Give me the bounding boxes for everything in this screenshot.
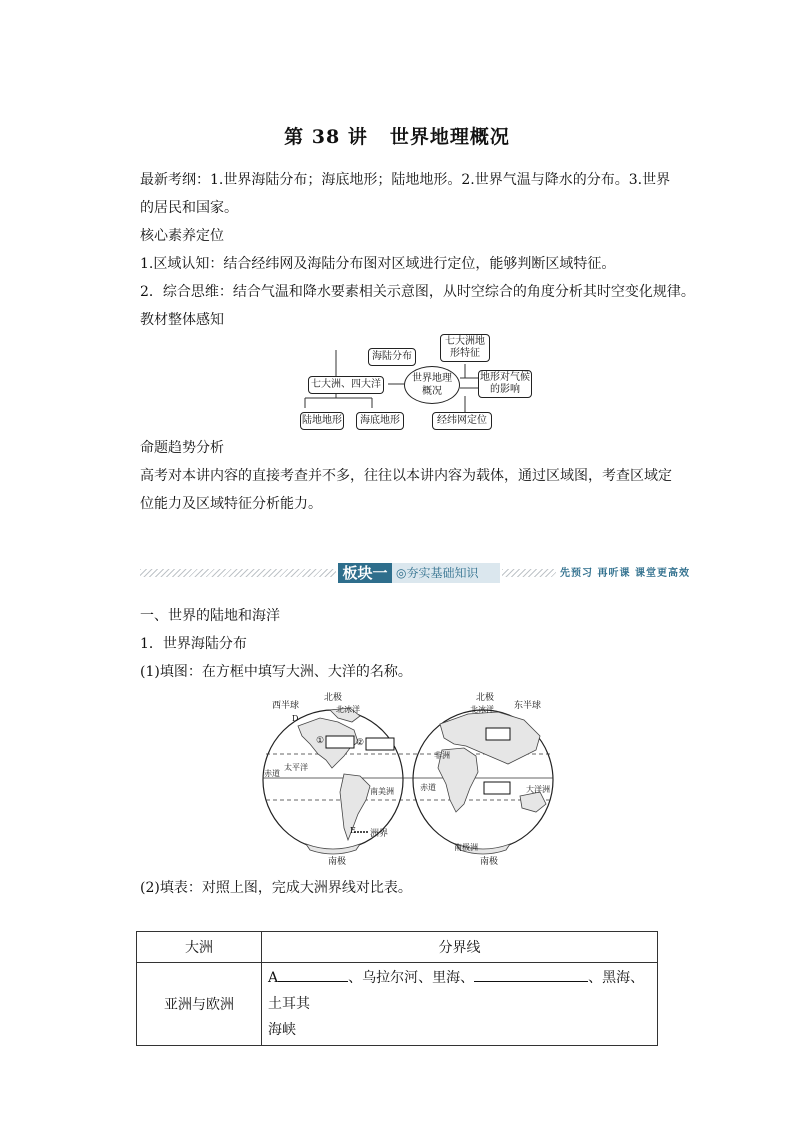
label-arctic-west: 北冰洋: [336, 705, 360, 714]
label-west-hemisphere: 西半球: [272, 701, 300, 711]
label-equator-west: 赤道: [264, 769, 280, 778]
core-item-1: 1.区域认知：结合经纬网及海陆分布图对区域进行定位，能够判断区域特征。: [140, 256, 616, 272]
label-africa: 非洲: [434, 751, 450, 760]
table-cell-boundary: [262, 963, 658, 1046]
answer-blank-a[interactable]: [278, 967, 348, 982]
table-header-continent: 大洲: [137, 932, 262, 963]
task-1: (1)填图：在方框中填写大洲、大洋的名称。: [140, 664, 412, 680]
page-title: [0, 122, 794, 149]
node-land-sea: 海陆分布: [368, 348, 416, 366]
node-seven-continents: 七大洲地形特征: [440, 334, 490, 362]
label-arctic-east: 北冰洋: [470, 705, 494, 714]
table-header-row: [137, 932, 658, 963]
banner-stripe-right: [502, 569, 556, 577]
table-cell-continent: 亚洲与欧洲: [137, 963, 262, 1046]
node-center: 世界地理概况: [404, 366, 460, 404]
core-heading: 核心素养定位: [140, 228, 224, 244]
label-south-pole-west: 南极: [328, 857, 347, 867]
trend-line2: 位能力及区域特征分析能力。: [140, 496, 322, 512]
lesson-topic: 世界地理概况: [389, 126, 510, 148]
label-south-america: 南美洲: [370, 787, 394, 796]
section-banner: [140, 560, 700, 586]
node-terrain-climate: 地形对气候的影响: [478, 370, 532, 398]
concept-map: [300, 334, 560, 430]
trend-line1: 高考对本讲内容的直接考查并不多，往往以本讲内容为载体，通过区域图，考查区域定: [140, 468, 672, 484]
node-grid-location: 经纬网定位: [432, 412, 492, 430]
node-land-terrain: 陆地地形: [300, 412, 344, 430]
hemisphere-map: [258, 688, 558, 868]
node-seabed-terrain: 海底地形: [356, 412, 404, 430]
overview-heading: 教材整体感知: [140, 312, 224, 328]
label-antarctica: 南极洲: [454, 843, 478, 852]
syllabus-line2: 的居民和国家。: [140, 200, 238, 216]
table-row: [137, 963, 658, 1046]
label-point-d: D: [292, 714, 299, 723]
label-marker-1: ①: [316, 736, 325, 746]
banner-stripe-left: [140, 569, 336, 577]
label-south-pole-east: 南极: [480, 857, 499, 867]
hemisphere-map-graphic: [258, 688, 558, 868]
section-heading-1: 一、世界的陆地和海洋: [140, 608, 280, 624]
label-point-e: E: [350, 826, 356, 835]
label-marker-2: ②: [356, 738, 365, 748]
boundary-text-end: 、黑海、土耳其: [268, 970, 645, 1012]
banner-slogan: 先预习 再听课 课堂更高效: [560, 568, 690, 579]
boundary-text-line2: 海峡: [268, 1022, 296, 1038]
blank-label-a: A: [268, 970, 279, 986]
answer-blank-b[interactable]: [474, 967, 588, 982]
label-equator-east: 赤道: [420, 783, 436, 792]
label-east-hemisphere: 东半球: [514, 701, 542, 711]
label-oceania: 大洋洲: [526, 785, 550, 794]
task-2: (2)填表：对照上图，完成大洲界线对比表。: [140, 880, 412, 896]
trend-heading: 命题趋势分析: [140, 440, 224, 456]
table-header-boundary: 分界线: [262, 932, 658, 963]
continent-boundary-table: [136, 931, 658, 1046]
label-north-pole-east: 北极: [476, 693, 495, 703]
core-item-2: 2．综合思维：结合气温和降水要素相关示意图，从时空综合的角度分析其时空变化规律。: [140, 284, 695, 300]
banner-subtitle: ◎夯实基础知识: [392, 563, 500, 583]
label-legend-boundary: 洲界: [370, 829, 389, 839]
label-north-pole-west: 北极: [324, 693, 343, 703]
node-continents-oceans: 七大洲、四大洋: [308, 376, 384, 394]
lesson-number: 第 38 讲: [284, 126, 368, 148]
syllabus-line1: 最新考纲：1.世界海陆分布；海底地形；陆地地形。2.世界气温与降水的分布。3.世界: [140, 172, 671, 188]
boundary-text-mid: 、乌拉尔河、里海、: [348, 970, 475, 986]
section-heading-2: 1．世界海陆分布: [140, 636, 247, 652]
banner-block: 板块一: [338, 563, 392, 583]
label-pacific: 太平洋: [284, 763, 308, 772]
